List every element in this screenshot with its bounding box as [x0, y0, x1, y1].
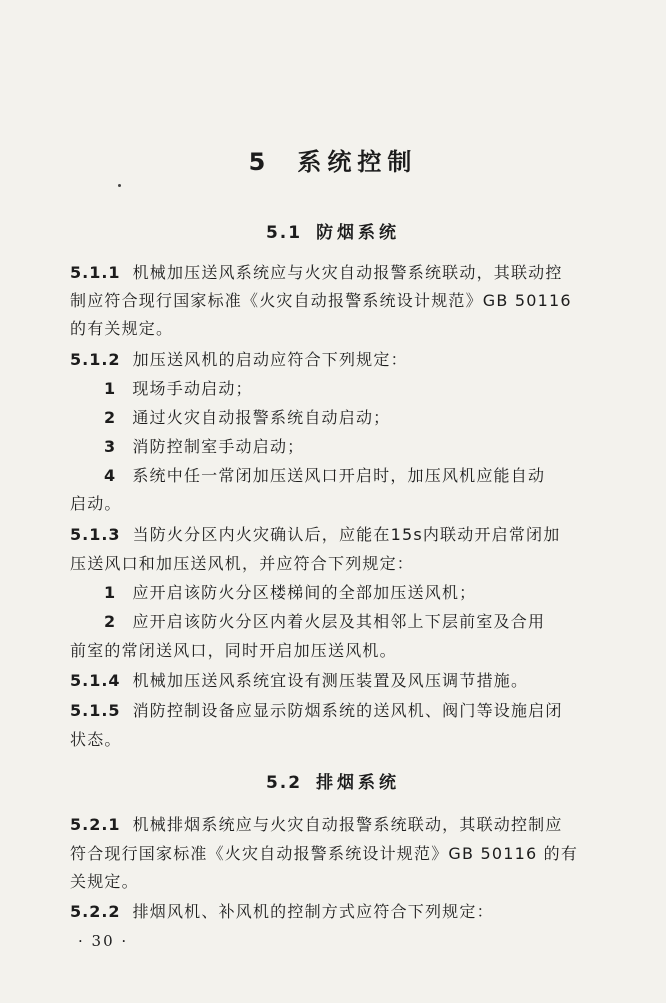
item-text: 启动。	[70, 494, 122, 513]
clause-5-1-1-line-3	[70, 318, 173, 340]
clause-text: 当防火分区内火灾确认后，应能在15s内联动开启常闭加	[132, 525, 561, 544]
item-number: 1	[104, 379, 117, 398]
list-item	[104, 582, 476, 604]
clause-5-1-1-line-1	[70, 262, 563, 284]
clause-number: 5.1.4	[70, 671, 121, 690]
list-item-continuation	[70, 640, 397, 662]
list-item-continuation	[70, 493, 122, 515]
list-item	[104, 465, 545, 487]
clause-number: 5.1.2	[70, 350, 121, 369]
item-text: 应开启该防火分区内着火层及其相邻上下层前室及合用	[132, 612, 546, 631]
item-text: 前室的常闭送风口，同时开启加压送风机。	[70, 641, 397, 660]
item-number: 4	[104, 466, 117, 485]
clause-5-1-3-line-2	[70, 553, 414, 575]
clause-5-2-1-line-2	[70, 843, 578, 865]
clause-5-1-4-line-1	[70, 670, 528, 692]
item-number: 2	[104, 408, 117, 427]
item-text: 现场手动启动；	[132, 379, 253, 398]
clause-number: 5.1.1	[70, 263, 121, 282]
page-number: · 30 ·	[78, 932, 129, 950]
section-number: 5.1	[265, 223, 303, 243]
clause-text: 关规定。	[70, 872, 139, 891]
clause-5-1-3-line-1	[70, 524, 560, 546]
item-number: 1	[104, 583, 117, 602]
chapter-number: 5	[248, 148, 272, 176]
section-title-text: 防烟系统	[316, 223, 401, 243]
clause-5-1-5-line-1	[70, 700, 563, 722]
clause-text: 压送风口和加压送风机，并应符合下列规定：	[70, 554, 415, 573]
clause-text: 消防控制设备应显示防烟系统的送风机、阀门等设施启闭	[132, 701, 563, 720]
section-title-text: 排烟系统	[316, 773, 401, 793]
list-item	[104, 611, 545, 633]
clause-number: 5.1.3	[70, 525, 121, 544]
clause-text: 机械加压送风系统宜设有测压装置及风压调节措施。	[132, 671, 529, 690]
clause-number: 5.1.5	[70, 701, 121, 720]
clause-text: 符合现行国家标准《火灾自动报警系统设计规范》GB 50116 的有	[70, 844, 579, 863]
item-number: 2	[104, 612, 117, 631]
clause-number: 5.2.1	[70, 815, 121, 834]
clause-5-1-2-line-1	[70, 349, 408, 371]
clause-text: 的有关规定。	[70, 319, 174, 338]
chapter-title	[0, 142, 666, 177]
stray-dot-mark	[118, 184, 121, 187]
clause-5-1-1-line-2	[70, 290, 572, 312]
clause-5-2-2-line-1	[70, 901, 494, 923]
list-item	[104, 436, 304, 458]
clause-number: 5.2.2	[70, 902, 121, 921]
clause-text: 制应符合现行国家标准《火灾自动报警系统设计规范》GB 50116	[70, 291, 572, 310]
clause-text: 排烟风机、补风机的控制方式应符合下列规定：	[132, 902, 494, 921]
item-number: 3	[104, 437, 117, 456]
item-text: 消防控制室手动启动；	[132, 437, 305, 456]
clause-5-2-1-line-3	[70, 871, 139, 893]
section-title-5-2	[0, 768, 666, 793]
list-item	[104, 378, 253, 400]
section-title-5-1	[0, 218, 666, 243]
item-text: 系统中任一常闭加压送风口开启时，加压风机应能自动	[132, 466, 546, 485]
clause-5-1-5-line-2	[70, 729, 122, 751]
clause-text: 机械加压送风系统应与火灾自动报警系统联动，其联动控	[132, 263, 563, 282]
list-item	[104, 407, 390, 429]
clause-text: 机械排烟系统应与火灾自动报警系统联动，其联动控制应	[132, 815, 563, 834]
chapter-title-text: 系统控制	[297, 148, 418, 176]
section-number: 5.2	[265, 773, 303, 793]
item-text: 通过火灾自动报警系统自动启动；	[132, 408, 391, 427]
clause-text: 状态。	[70, 730, 122, 749]
clause-5-2-1-line-1	[70, 814, 563, 836]
clause-text: 加压送风机的启动应符合下列规定：	[132, 350, 408, 369]
item-text: 应开启该防火分区楼梯间的全部加压送风机；	[132, 583, 477, 602]
